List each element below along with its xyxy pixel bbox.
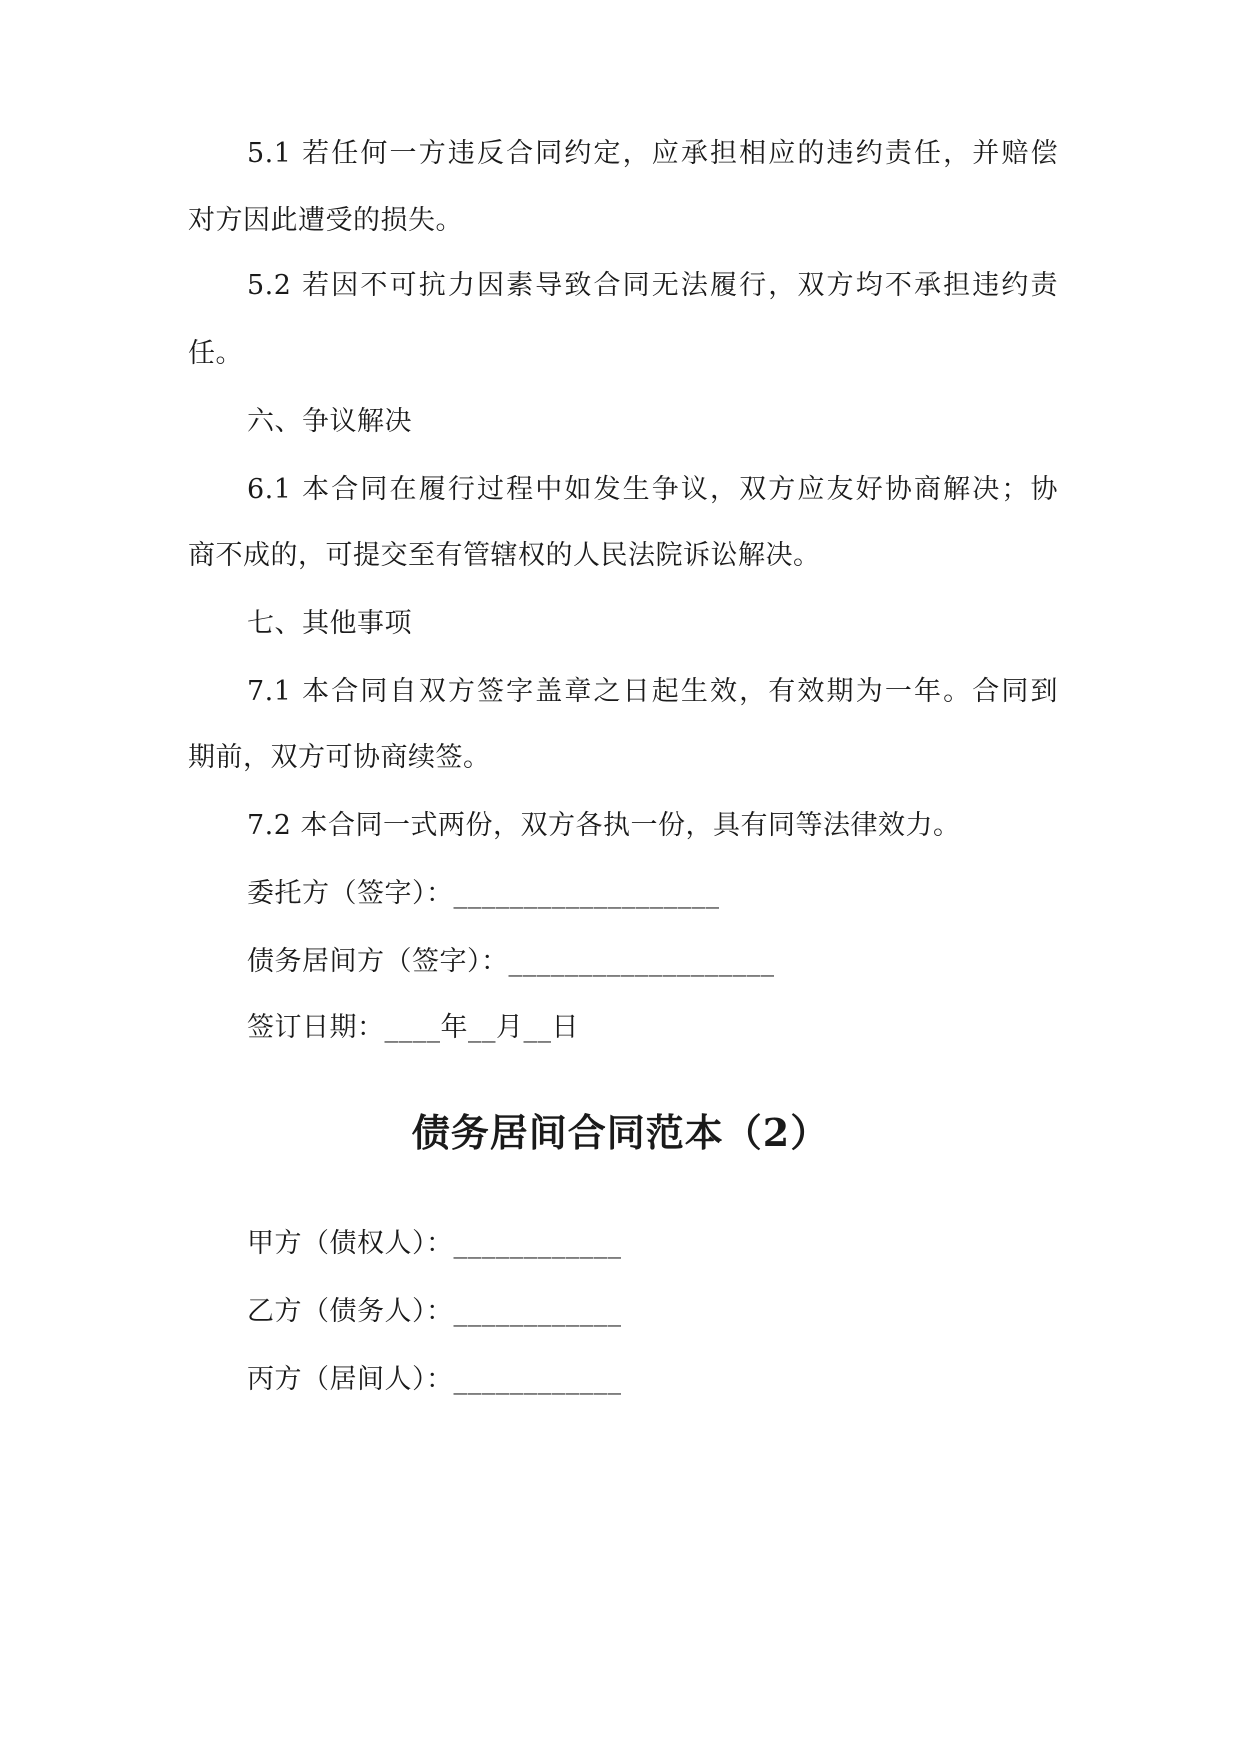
clause-7-1-line-2: 期前，双方可协商续签。 bbox=[188, 742, 491, 773]
signing-date: 签订日期：____年__月__日 bbox=[247, 1012, 579, 1043]
second-contract-title: 债务居间合同范本（2） bbox=[411, 1110, 830, 1155]
clause-6-1-line-2: 商不成的，可提交至有管辖权的人民法院诉讼解决。 bbox=[188, 540, 821, 571]
party-b-line: 乙方（债务人）：____________ bbox=[247, 1296, 622, 1327]
signature-intermediary: 债务居间方（签字）：___________________ bbox=[247, 946, 775, 977]
clause-6-1-line-1: 6.1 本合同在履行过程中如发生争议，双方应友好协商解决；协 bbox=[247, 474, 1058, 505]
party-a-line: 甲方（债权人）：____________ bbox=[247, 1228, 622, 1259]
clause-5-2-line-1: 5.2 若因不可抗力因素导致合同无法履行，双方均不承担违约责 bbox=[247, 270, 1058, 301]
section-7-heading: 七、其他事项 bbox=[247, 608, 412, 639]
section-6-heading: 六、争议解决 bbox=[247, 406, 412, 437]
clause-5-2-line-2: 任。 bbox=[188, 338, 243, 369]
clause-5-1-line-2: 对方因此遭受的损失。 bbox=[188, 205, 463, 236]
clause-7-2: 7.2 本合同一式两份，双方各执一份，具有同等法律效力。 bbox=[247, 810, 961, 841]
clause-5-1-line-1: 5.1 若任何一方违反合同约定，应承担相应的违约责任，并赔偿 bbox=[247, 138, 1058, 169]
clause-7-1-line-1: 7.1 本合同自双方签字盖章之日起生效，有效期为一年。合同到 bbox=[247, 676, 1058, 707]
signature-principal: 委托方（签字）：___________________ bbox=[247, 878, 720, 909]
party-c-line: 丙方（居间人）：____________ bbox=[247, 1364, 622, 1395]
